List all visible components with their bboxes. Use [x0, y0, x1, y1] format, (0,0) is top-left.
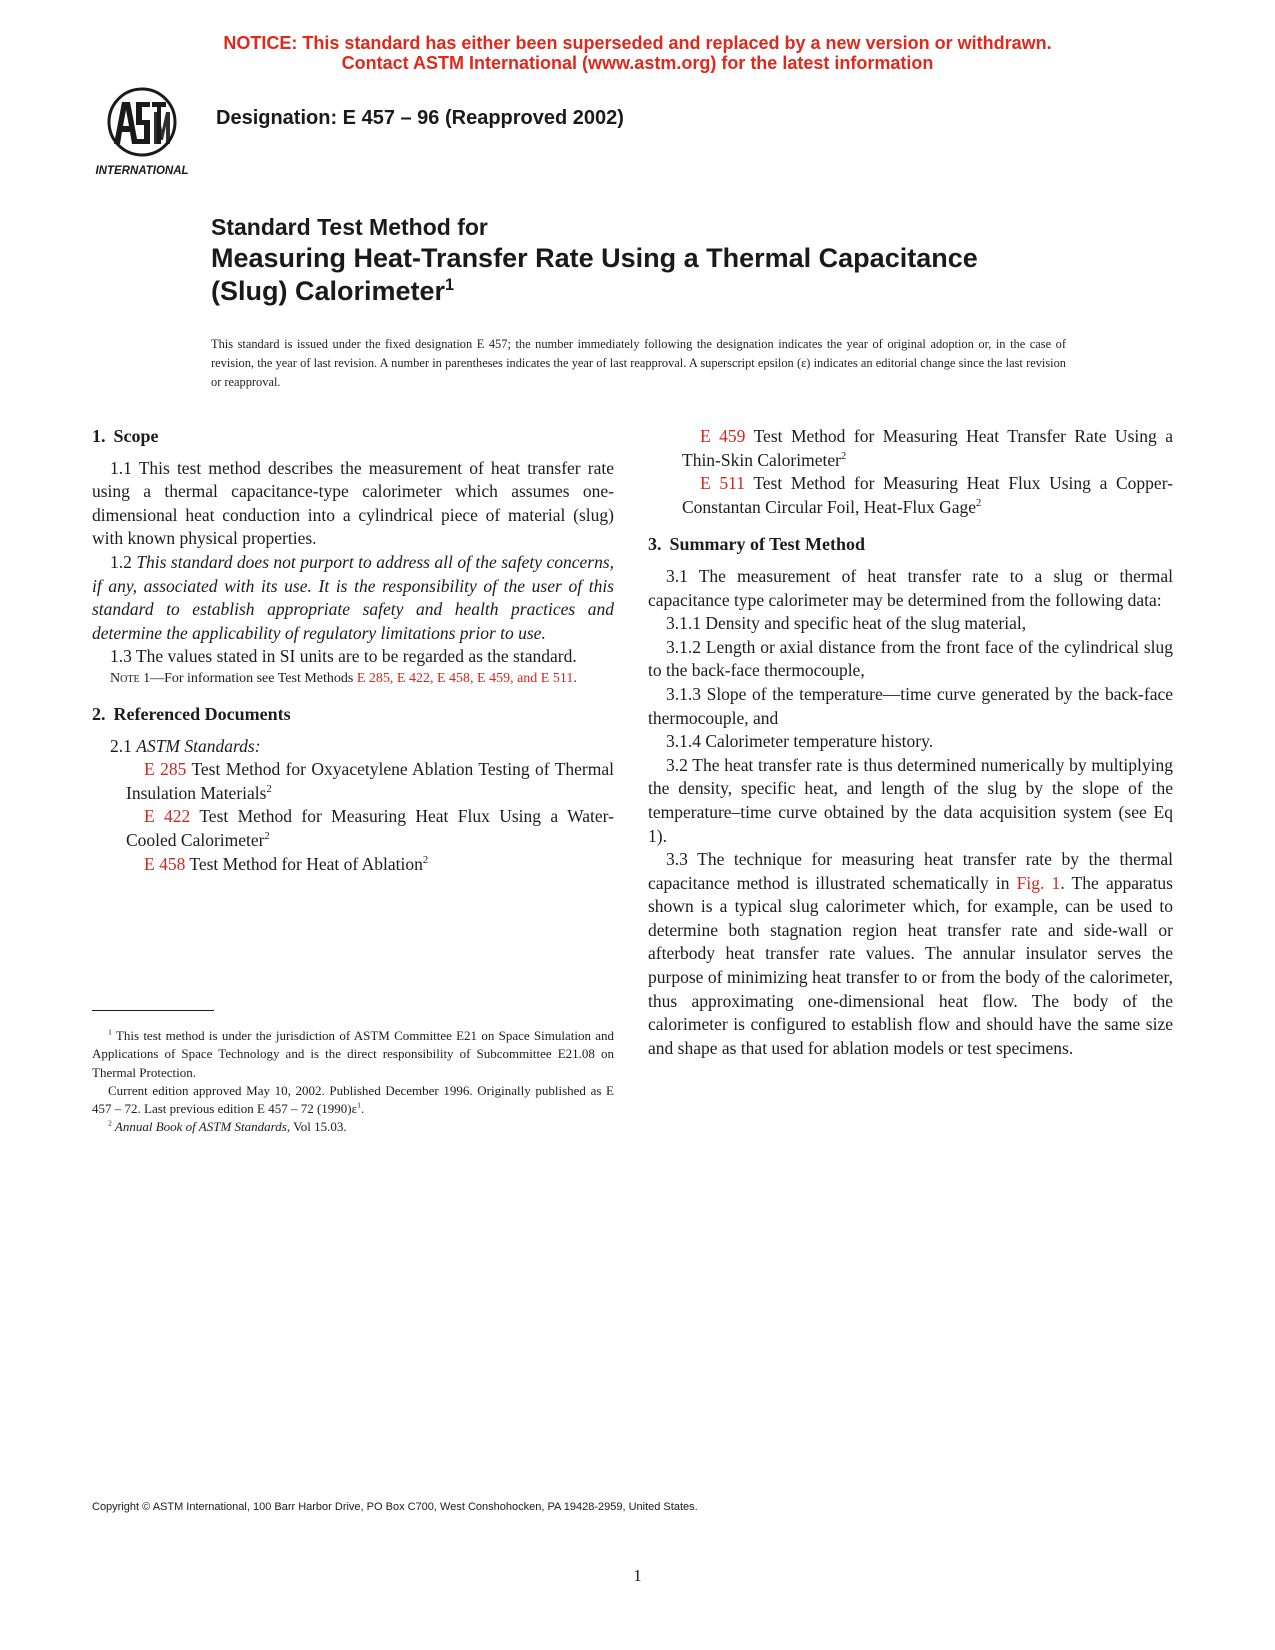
scope-1-2-text: This standard does not purport to address all of the safety concerns, if any, associated with its use. It is the responsibility of the user of this standard to establish appropriate safety and health practices and determine the applicability of regulatory limitations prior to use. [92, 551, 615, 643]
page-number: 1 [633, 1566, 642, 1585]
summary-3-2: 3.2 The heat transfer rate is thus determined numerically by multiplying the density, specific heat, and length of the slug by the slope of the temperature–time curve obtained by the data acquisition system (see Eq 1). [648, 754, 1173, 846]
summary-3-3-text-a: 3.3 The technique for measuring heat transfer rate by the thermal capacitance method is illustrated schematically in [648, 849, 1173, 893]
reference-sup: 2 [976, 497, 982, 509]
section-number: 1. [92, 426, 106, 446]
reference-code-link[interactable]: E 511 [700, 473, 745, 494]
reference-title: Test Method for Measuring Heat Transfer Rate Using a Thin-Skin Calorimeter [682, 426, 1173, 470]
referenced-2-1-number: 2.1 [110, 735, 132, 756]
summary-3-1-1: 3.1.1 Density and specific heat of the slug material, [666, 613, 1027, 634]
document-title [211, 212, 1111, 308]
footnote-2 [92, 1118, 614, 1136]
note-links[interactable]: E 285, E 422, E 458, E 459, and E 511 [356, 670, 574, 686]
reference-item [92, 805, 614, 852]
summary-3-3-text-b: . The apparatus shown is a typical slug calorimeter which, for example, can be used to determine both stagnation region heat transfer rate and side-wall or afterbody heat transfer rate values. The annular insulator serves the purpose of minimizing heat transfer to or from the body of the calorimeter, thus approximating one-dimensional heat flow. The body of the calorimeter is configured to establish flow and should have the same size and shape as that used for ablation models or test specimens. [648, 872, 1173, 1058]
reference-item [648, 425, 1173, 472]
designation: Designation: E 457 – 96 (Reapproved 2002) [216, 107, 624, 129]
reference-title: Test Method for Heat of Ablation [185, 853, 423, 874]
copyright: Copyright © ASTM International, 100 Barr Harbor Drive, PO Box C700, West Conshohocken, PA 19428-2959, United States. [92, 1501, 698, 1513]
section-title: Scope [113, 426, 159, 446]
section-title: Referenced Documents [113, 703, 291, 724]
summary-3-1-4: 3.1.4 Calorimeter temperature history. [666, 731, 934, 752]
scope-1-1: 1.1 This test method describes the measurement of heat transfer rate using a thermal capacitance-type calorimeter which assumes one-dimensional heat conduction into a cylindrical piece of material (slug) with known physical properties. [92, 457, 614, 549]
astm-logo-icon [92, 82, 192, 182]
section-scope-heading [92, 425, 614, 449]
title-footnote-mark: 1 [445, 276, 455, 294]
scope-1-3: 1.3 The values stated in SI units are to be regarded as the standard. [110, 646, 577, 667]
title-line-3 [211, 275, 1111, 308]
footnote-divider [92, 1010, 214, 1011]
reference-item [92, 758, 614, 805]
scope-1-2 [92, 551, 614, 645]
scope-1-2-number: 1.2 [110, 551, 132, 572]
title-line-2: Measuring Heat-Transfer Rate Using a Thermal Capacitance [211, 243, 978, 273]
reference-title: Test Method for Measuring Heat Flux Using a Copper-Constantan Circular Foil, Heat-Flux Gage [682, 473, 1173, 517]
astm-logo [92, 82, 192, 182]
reference-item [92, 853, 614, 877]
reference-title: Test Method for Measuring Heat Flux Using a Water-Cooled Calorimeter [126, 806, 614, 850]
footnote-2-mark: 2 [108, 1119, 112, 1129]
reference-sup: 2 [840, 450, 847, 462]
reference-sup: 2 [264, 831, 270, 843]
summary-3-3 [648, 848, 1173, 1060]
footnotes [92, 1027, 614, 1137]
title-line-3-text: (Slug) Calorimeter [211, 276, 446, 306]
section-referenced-heading [92, 703, 614, 727]
footnote-1-edition [92, 1082, 614, 1119]
footnote-1-edition-text: Current edition approved May 10, 2002. Published December 1996. Originally published as E 457 – 72. Last previous edition E 457 – 72 (1990)ε [92, 1082, 614, 1117]
summary-3-1-2: 3.1.2 Length or axial distance from the front face of the cylindrical slug to the back-face thermocouple, [648, 636, 1173, 681]
notice-banner [0, 33, 1275, 73]
notice-line-1: NOTICE: This standard has either been superseded and replaced by a new version or withdrawn. [223, 33, 1052, 53]
referenced-2-1-label: ASTM Standards: [136, 735, 261, 756]
left-column [92, 425, 614, 876]
reference-sup: 2 [422, 854, 429, 866]
section-summary-heading [648, 533, 1173, 557]
note-1 [92, 669, 614, 689]
title-line-1: Standard Test Method for [211, 214, 488, 240]
summary-3-1: 3.1 The measurement of heat transfer rate to a slug or thermal capacitance type calorimeter may be determined from the following data: [648, 565, 1173, 610]
footnote-2-italic: Annual Book of ASTM Standards [111, 1119, 287, 1135]
footnote-1-edition-end: . [360, 1101, 365, 1117]
reference-code-link[interactable]: E 459 [700, 426, 746, 446]
summary-3-1-3: 3.1.3 Slope of the temperature—time curve generated by the back-face thermocouple, and [648, 683, 1173, 728]
notice-line-2: Contact ASTM International (www.astm.org) for the latest information [341, 53, 934, 73]
section-number: 2. [92, 703, 106, 724]
logo-wordmark: INTERNATIONAL [95, 165, 189, 177]
referenced-2-1 [92, 735, 614, 759]
figure-1-link[interactable]: Fig. 1 [1016, 872, 1061, 893]
note-text: 1—For information see Test Methods [139, 670, 357, 686]
reference-code-link[interactable]: E 422 [144, 806, 191, 827]
note-label: Note [110, 670, 140, 686]
footnote-1-edition-sup: 1 [357, 1100, 361, 1110]
reference-item [648, 472, 1173, 519]
section-number: 3. [648, 534, 662, 555]
reference-code-link[interactable]: E 285 [144, 759, 187, 780]
footnote-1-text: This test method is under the jurisdiction of ASTM Committee E21 on Space Simulation and Applications of Space Technology and is the direct responsibility of Subcommittee E21.08 on Thermal Protection. [92, 1028, 614, 1080]
reference-code-link[interactable]: E 458 [144, 853, 186, 874]
footnote-2-rest: , Vol 15.03. [286, 1119, 347, 1135]
reference-title: Test Method for Oxyacetylene Ablation Testing of Thermal Insulation Materials [126, 759, 614, 803]
section-title: Summary of Test Method [669, 534, 866, 555]
right-column [648, 425, 1173, 1060]
reference-sup: 2 [266, 783, 272, 795]
footnote-1 [92, 1027, 614, 1082]
footnote-1-mark: 1 [108, 1027, 112, 1037]
note-end: . [573, 670, 577, 686]
preamble: This standard is issued under the fixed designation E 457; the number immediately following the designation indicates the year of original adoption or, in the case of revision, the year of last revision. A number in parentheses indicates the year of last reapproval. A superscript epsilon (ε) indicates an editorial change since the last revision or reapproval. [211, 337, 1066, 389]
